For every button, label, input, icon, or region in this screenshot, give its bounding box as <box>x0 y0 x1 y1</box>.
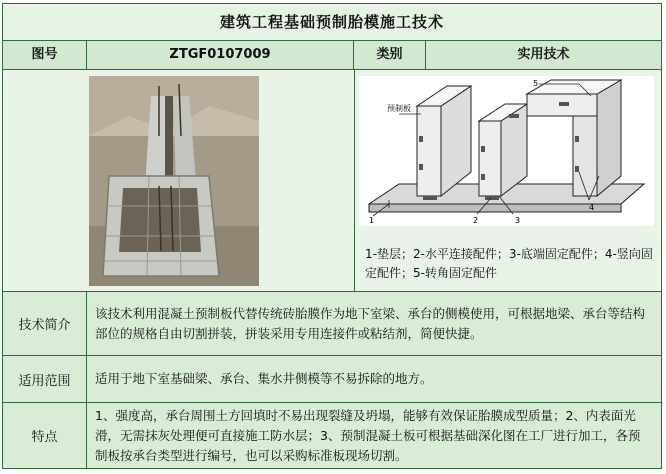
image-divider <box>354 70 355 291</box>
sheet-title: 建筑工程基础预制胎模施工技术 <box>3 4 661 41</box>
panel-label: 预制板 <box>387 104 411 113</box>
row-introduction <box>3 292 661 356</box>
row-features <box>3 403 661 468</box>
callout-4: 4 <box>589 203 595 212</box>
diagram-caption: 1-垫层；2-水平连接配件；3-底端固定配件；4-竖向固定配件；5-转角固定配件 <box>365 247 653 280</box>
callout-2: 2 <box>473 216 479 225</box>
image-row <box>3 70 661 292</box>
header-row <box>3 41 661 70</box>
callout-3: 3 <box>515 216 521 225</box>
row-scope <box>3 356 661 403</box>
code-label: 图号 <box>3 41 87 69</box>
row-label: 技术简介 <box>3 292 87 355</box>
callout-1: 1 <box>369 216 375 225</box>
row-text: 适用于地下室基础梁、承台、集水井侧模等不易拆除的地方。 <box>95 371 433 386</box>
row-text: 该技术利用混凝土预制板代替传统砖胎膜作为地下室梁、承台的侧模使用，可根据地梁、承台等结构部位的规格自由切割拼装，拼装采用专用连接件或粘结剂，简便快捷。 <box>95 305 646 341</box>
callout-5: 5 <box>533 79 539 88</box>
tech-sheet <box>2 3 662 469</box>
type-value: 实用技术 <box>517 47 570 62</box>
code-value: ZTGF0107009 <box>87 41 354 69</box>
structure-diagram <box>359 76 654 226</box>
row-text: 1、强度高，承台周围土方回填时不易出现裂缝及坍塌，能够有效保证胎膜成型质量；2、内表面光滑，无需抹灰处理便可直接施工防水层；3、预制混凝土板可根据基础深化图在工厂进行加工，各预制板按承台类型进行编号，也可以采购标准板现场切割。 <box>95 407 641 463</box>
site-photo <box>89 76 259 286</box>
row-label: 特点 <box>3 403 87 468</box>
type-label: 类别 <box>354 41 426 69</box>
row-label: 适用范围 <box>3 356 87 402</box>
